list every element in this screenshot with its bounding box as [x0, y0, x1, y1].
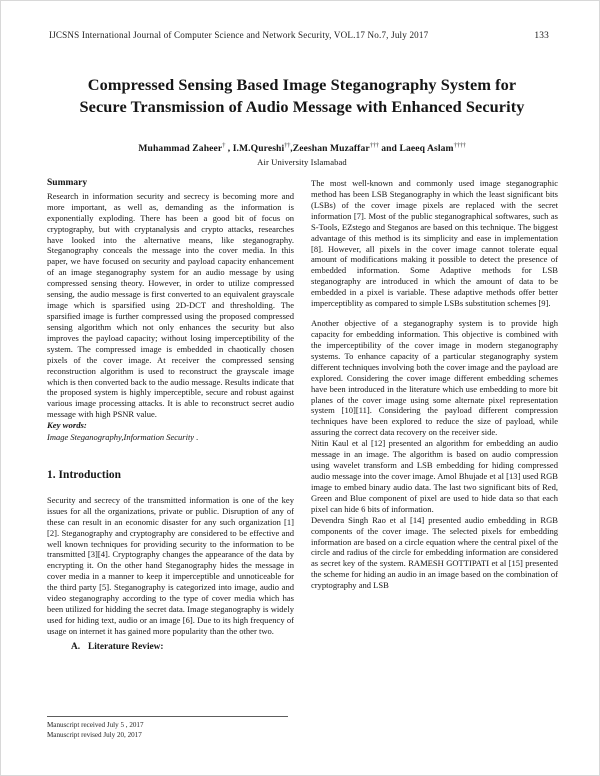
author-name-4: Laeeq Aslam	[399, 143, 454, 155]
manuscript-received-line: Manuscript received July 5 , 2017	[47, 721, 144, 730]
summary-heading: Summary	[47, 178, 88, 188]
title-block	[47, 74, 557, 168]
right-paragraph-2: Another objective of a steganography system is to provide high capacity for embedding information. This objective is combined with the imperceptibility of the cover image in modern steganography systems. To enhance capacity of a particular steganography system different techniques involving both the cover image and the payload are explored. Considering the cover image different embedding schemes have been introduced in the literature which use embedding to more bit planes of the cover image using some alternate pixel representation system [10][11]. Considering the payload different compression techniques have been explored to reduce the size of payload, while assuring the correct data recovery on the receiver side.	[311, 318, 558, 438]
right-paragraph-1: The most well-known and commonly used image steganographic method has been LSB Steganography in which the least significant bits (LSBs) of the cover image pixels are replaced with the secret information [7]. Most of the public steganographical softwares, such as S-Tools, EZstego and Steganos are based on this technique. The biggest advantage of this method is its simplicity and ease in implementation [8]. However, all pixels in the cover image cannot tolerate equal amount of modifications making it possible to detect the presence of embedded information. Some Adaptive methods for LSB steganography are introduced in which the amount of data to be embedded in a pixel is variable. These adaptive methods offer better imperceptiblity as compared to simple LSBs substitution schemes [9].	[311, 178, 558, 309]
author-separator-2: ,	[290, 143, 293, 155]
spacer-right-1	[311, 309, 558, 318]
author-separator-3: and	[378, 143, 400, 155]
author-list	[47, 142, 557, 168]
paper-title	[47, 74, 557, 119]
author-affiliation: Air University Islamabad	[257, 157, 347, 168]
manuscript-footnote	[47, 716, 294, 740]
journal-citation-line: IJCSNS International Journal of Computer Science and Network Security, VOL.17 No.7, July 2017	[49, 30, 429, 40]
author-affiliation-mark-2: ††	[284, 141, 291, 149]
author-name-1: Muhammad Zaheer	[138, 143, 223, 155]
spacer-after-introduction-heading	[47, 482, 294, 495]
subsection-title: Literature Review:	[88, 641, 164, 652]
subsection-literature-review	[47, 641, 294, 653]
paper-title-line-1: Compressed Sensing Based Image Steganography System for	[87, 75, 517, 94]
author-name-3: Zeeshan Muzaffar	[292, 143, 370, 155]
subsection-letter: A.	[71, 641, 81, 652]
section-heading-introduction: 1. Introduction	[47, 468, 122, 481]
keywords-heading: Key words:	[47, 420, 87, 431]
author-separator-1: ,	[225, 143, 233, 155]
paper-title-line-2: Secure Transmission of Audio Message with Enhanced Security	[79, 97, 525, 117]
author-affiliation-mark-1: †	[222, 141, 226, 149]
right-column	[311, 178, 558, 698]
author-name-2: I.M.Qureshi	[232, 143, 285, 155]
introduction-paragraph-1: Security and secrecy of the transmitted information is one of the key issues for all the organizations, private or public. Disruption of any of these can result in an economic disaster for any such organization [1][2]. Steganography and cryptography are considered to be effective and well known techniques for providing security to the information to be transmitted [3][4]. Cryptography changes the appearance of the data by encrypting it. On the other hand Steganography hides the message in cover media in a manner to keep it imperceptible and unnoticeable for the third party [5]. Steganography is categorized into image, audio and video steganography according to the type of cover media which has been utilized for hidding the secret data. Image steganography is widely used for hiding text, audio or an image [6]. Due to its high frequency of usage on internet it has gained more popularity than the other two.	[47, 494, 294, 636]
page-number: 133	[534, 31, 549, 41]
footnote-divider	[47, 716, 288, 717]
author-affiliation-mark-4: ††††	[453, 141, 466, 149]
running-head	[49, 30, 555, 41]
manuscript-revised-line: Manuscript revised July 20, 2017	[47, 730, 142, 739]
subsection-heading-literature-review	[71, 641, 294, 653]
spacer-before-introduction	[47, 443, 294, 468]
keywords-text: Image Steganography,Information Security .	[47, 431, 199, 442]
left-column	[47, 178, 294, 698]
right-paragraph-3: Nitin Kaul et al [12] presented an algorithm for embedding an audio message in an image. The algorithm is based on audio compression using wavelet transform and LSB embedding for hiding compressed audio message into the cover image. Amol Bhujade et al [13] used RGB image to embed binary audio data. The last two significant bits of Red, Green and Blue component of pixel are used to hide data so that each pixel can hide 6 bits of information.	[311, 438, 558, 514]
body-columns	[47, 178, 557, 698]
author-affiliation-mark-3: †††	[369, 141, 379, 149]
summary-text: Research in information security and secrecy is becoming more and more important, as well as, demanding as the information is exponentially exploding. There has been a good bit of focus on cryptography, but with cryptanalysis and crypto attacks, researches have looked into the alternative means, like steganography. Steganography conceals the message into the cover media. In this paper, we have focused on security and payload capacity enhancement of an image steganography system for an audio message by using compressed sensing theory. However, in order to utilize compressed sensing, the audio message is first converted to an equivalent grayscale image which is sparsified using 2D-DCT and thresholding. The sparsified image is further compressed using the proposed compressed sensing algorithm which not only enhances the security but also improves the payload capacity; without losing imperceptibility of the system. The compressed image is embedded in chaotically chosen pixels of the cover image. At receiver the compressed sensing reconstruction algorithm is used to reconstruct the grayscale image which is then converted back to the audio message. Results indicate that the proposed system is highly imperceptible, secure and robust against various image processing attacks. It is able to reconstruct secret audio message with high PSNR value.	[47, 190, 294, 420]
right-paragraph-4: Devendra Singh Rao et al [14] presented audio embedding in RGB components of the cover image. The selected pixels for embedding information are based on a circle equation where the central pixel of the circle and radius of the circle for embedding information are considered as secret key of the system. RAMESH GOTTIPATI et al [15] presented the scheme for hiding an audio in an image based on the combination of cryptography and LSB	[311, 514, 558, 591]
